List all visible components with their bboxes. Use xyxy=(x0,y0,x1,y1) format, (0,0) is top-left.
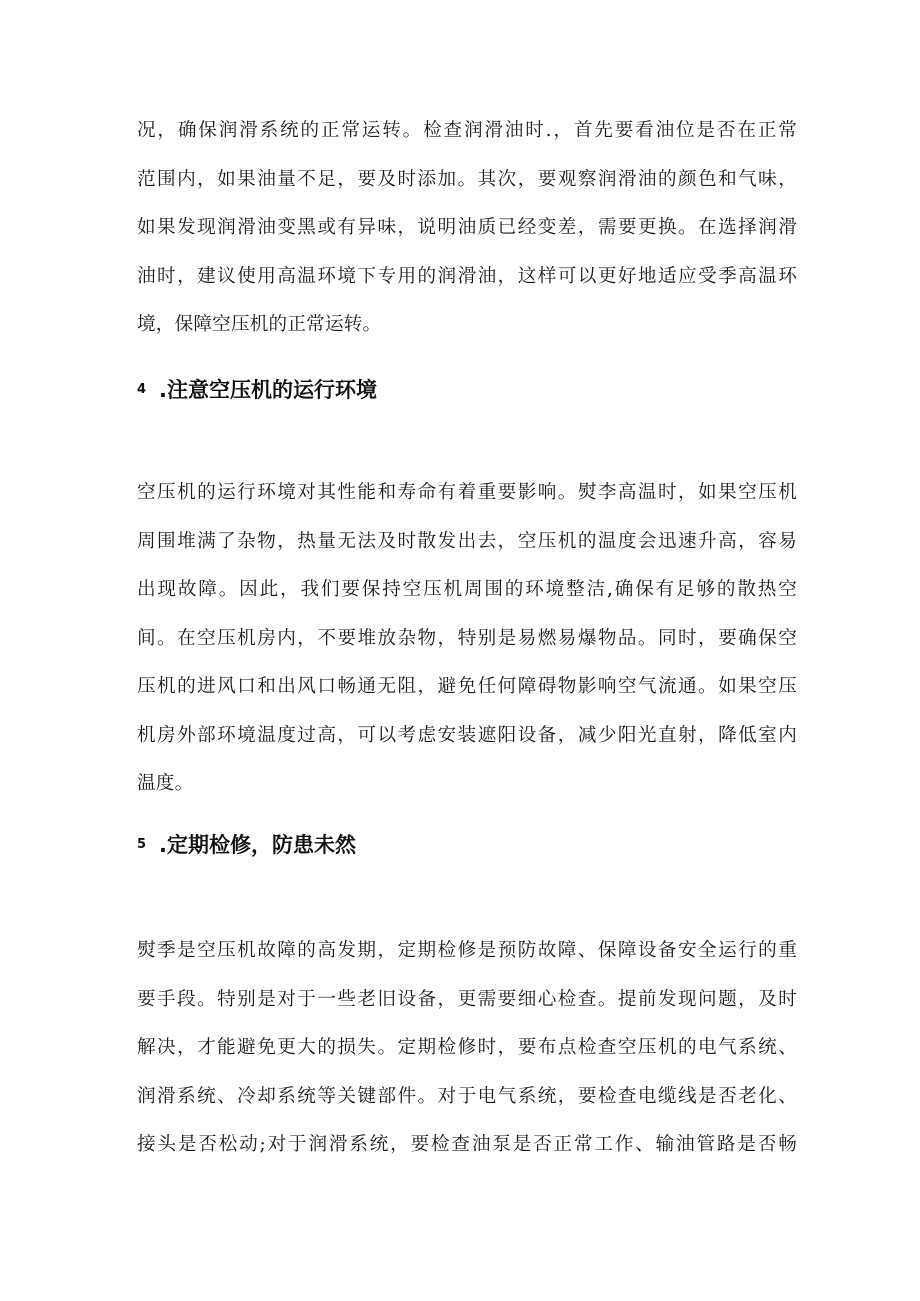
paragraph-maintenance xyxy=(137,927,797,1170)
paragraph-line: 间。在空压机房内，不要堆放杂物，特别是易燃易爆物品。同时，要确保空 xyxy=(137,627,797,649)
paragraph-line: 境，保障空压机的正常运转。 xyxy=(137,314,382,335)
section-heading-4 xyxy=(137,374,377,405)
section-title: .注意空压机的运行环境 xyxy=(159,378,377,402)
paragraph-line: 周围堆满了杂物，热量无法及时散发出去，空压机的温度会迅速升高，容易 xyxy=(137,530,797,552)
paragraph-line: 机房外部环境温度过高，可以考虑安装遮阳设备，减少阳光直射，降低室内 xyxy=(137,724,797,746)
section-number: 5 xyxy=(137,837,147,852)
section-number: 4 xyxy=(137,382,147,397)
paragraph-line: 出现故障。因此，我们要保持空压机周围的环境整洁,确保有足够的散热空 xyxy=(137,579,797,600)
section-title: .定期检修，防患未然 xyxy=(159,833,356,857)
paragraph-line: 熨季是空压机故障的高发期，定期检修是预防故障、保障设备安全运行的重 xyxy=(137,940,797,961)
paragraph-line: 要手段。特别是对于一些老旧设备，更需要细心检查。提前发现问题，及时 xyxy=(137,988,797,1010)
paragraph-line: 空压机的运行环境对其性能和寿命有着重要影响。熨李高温时，如果空压机 xyxy=(137,482,797,503)
paragraph-line: 油时，建议使用高温环境下专用的润滑油，这样可以更好地适应受季高温环 xyxy=(137,265,797,287)
paragraph-line: 况，确保润滑系统的正常运转。检查润滑油时.，首先要看油位是否在正常 xyxy=(137,120,797,141)
paragraph-environment xyxy=(137,469,797,809)
paragraph-line: 范围内，如果油量不足，要及时添加。其次，要观察润滑油的颜色和气味， xyxy=(137,168,797,190)
paragraph-line: 解决，才能避免更大的损失。定期检修时，要布点检查空压机的电气系统、 xyxy=(137,1037,797,1058)
paragraph-line: 压机的进风口和出风口畅通无阻，避免任何障碍物影响空气流通。如果空压 xyxy=(137,676,797,697)
paragraph-line: 如果发现润滑油变黑或有异味，说明油质已经变差，需要更换。在选择润滑 xyxy=(137,217,797,238)
paragraph-line: 润滑系统、冷却系统等关键部件。对于电气系统，要检查电缆线是否老化、 xyxy=(137,1085,797,1107)
paragraph-lubrication xyxy=(137,107,797,350)
section-heading-5 xyxy=(137,829,356,860)
paragraph-line: 温度。 xyxy=(137,773,194,794)
paragraph-line: 接头是否松动;对于润滑系统，要检查油泵是否正常工作、输油管路是否畅 xyxy=(137,1134,797,1155)
